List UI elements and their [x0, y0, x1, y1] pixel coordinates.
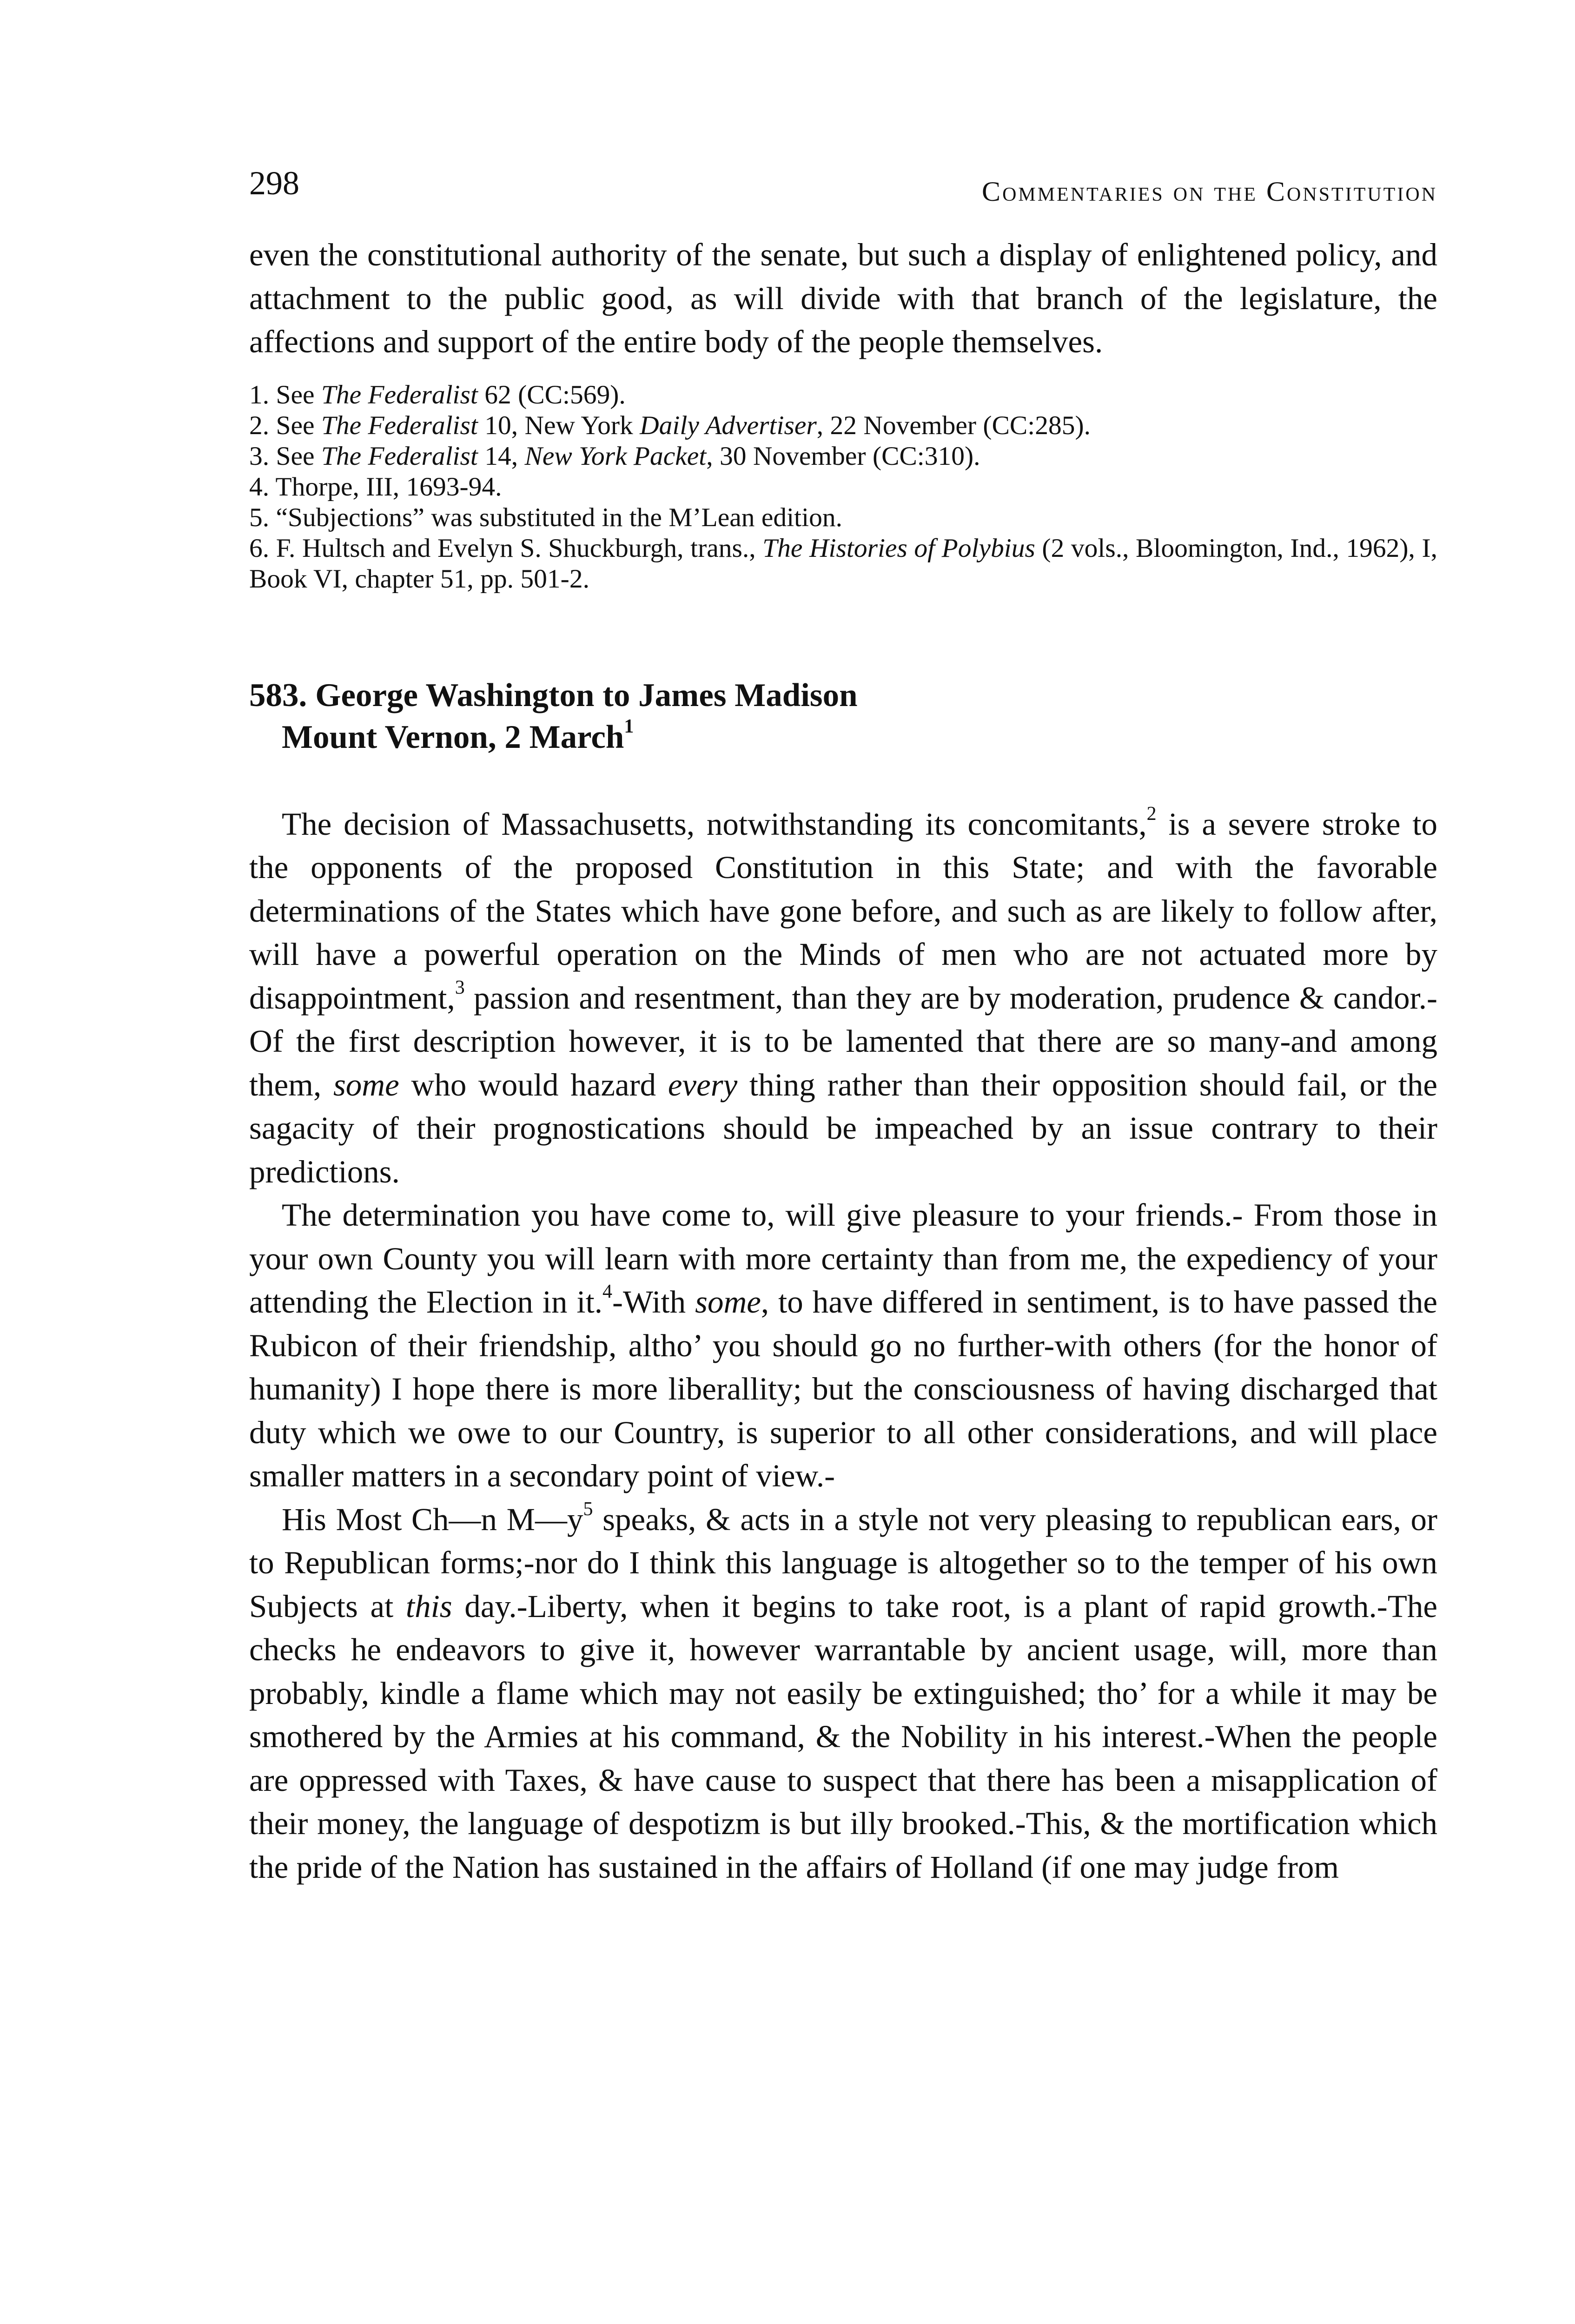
work-title: The Histories of Polybius: [762, 533, 1035, 563]
work-title: The Federalist: [321, 441, 478, 471]
running-head: [249, 153, 1437, 209]
letter-body: [249, 803, 1437, 1889]
document-title: George Washington to James Madison: [315, 677, 858, 713]
note-number: 3.: [249, 441, 270, 471]
note-2: 2. See The Federalist 10, New York Daily Advertiser, 22 November (CC:285).: [249, 410, 1091, 440]
note-3: 3. See The Federalist 14, New York Packet, 30 November (CC:310).: [249, 441, 980, 471]
letter-paragraph-2: The determination you have come to, will give pleasure to your friends.- From those in your own County you will learn with more certainty than from me, the expediency of your attending the Election in it.$^4$-With some, to have differed in sentiment, is to have passed the Rubicon of their friendship, altho’ you should go no further-with others (for the honor of humanity) I hope there is more liberallity; but the consciousness of having discharged that duty which we owe to our Country, is superior to all other considerations, and will place smaller matters in a secondary point of view.-: [249, 1197, 1437, 1493]
emphasis: every: [668, 1067, 738, 1103]
newspaper-title: New York Packet: [524, 441, 707, 471]
note-number: 6.: [249, 533, 270, 563]
note-1: 1. See The Federalist 62 (CC:569).: [249, 380, 626, 409]
document-place-date: Mount Vernon, 2 March$^1$: [282, 715, 634, 755]
work-title: The Federalist: [321, 380, 478, 409]
continuation-paragraph: even the constitutional authority of the senate, but such a display of enlightened policy, and attachment to the public good, as will divide with that branch of the legislature, the affections and support of the entire body of the people themselves.: [249, 237, 1437, 359]
document-heading: [249, 674, 1437, 758]
note-ref: 1: [624, 715, 634, 737]
document-number: 583.: [249, 677, 307, 713]
note-number: 5.: [249, 502, 270, 532]
newspaper-title: Daily Advertiser: [640, 410, 817, 440]
emphasis: some: [333, 1067, 399, 1103]
note-number: 1.: [249, 380, 270, 409]
footnotes: [249, 380, 1437, 594]
note-6: 6. F. Hultsch and Evelyn S. Shuckburgh, trans., The Histories of Polybius (2 vols., Bloomington, Ind., 1962), I, Book VI, chapter 51, pp. 501-2.: [249, 533, 1438, 594]
page-number: 298: [249, 165, 299, 202]
emphasis: this: [405, 1588, 452, 1624]
emphasis: some: [695, 1284, 761, 1320]
letter-paragraph-3: His Most Ch—n $M—y^5$ speaks, & acts in a style not very pleasing to republican ears, or to Republican forms;-nor do I think this language is altogether so to the temper of his own Subjects at this day.-Liberty, when it begins to take root, is a plant of rapid growth.-The checks he endeavors to give it, however warrantable by ancient usage, will, more than probably, kindle a flame which may not easily be extinguished; tho’ for a while it may be smothered by the Armies at his command, & the Nobility in his interest.-When the people are oppressed with Taxes, & have cause to suspect that there has been a misapplication of their money, the language of despotizm is but illy brooked.-This, & the mortification which the pride of the Nation has sustained in the affairs of Holland (if one may judge from: [249, 1498, 1438, 1885]
note-ref: 5: [583, 1498, 593, 1520]
note-number: 2.: [249, 410, 270, 440]
note-ref: 4: [602, 1281, 612, 1302]
running-title: Commentaries on the Constitution: [982, 176, 1437, 207]
note-5: 5. “Subjections” was substituted in the M’Lean edition.: [249, 502, 842, 532]
note-number: 4.: [249, 472, 270, 502]
note-ref: 2: [1146, 803, 1157, 825]
note-4: 4. Thorpe, III, 1693-94.: [249, 472, 502, 502]
note-ref: 3: [455, 977, 465, 998]
letter-paragraph-1: The decision of Massachusetts, notwithstanding its concomitants,$^2$ is a severe stroke to the opponents of the proposed Constitution in this State; and with the favorable determinations of the States which have gone before, and such as are likely to follow after, will have a powerful operation on the Minds of men who are not actuated more by disappointment,$^3$ passion and resentment, than they are by moderation, prudence & candor.-Of the first description however, it is to be lamented that there are so many-and among them, some who would hazard every thing rather than their opposition should fail, or the sagacity of their prognostications should be impeached by an issue contrary to their predictions.: [249, 803, 1438, 1189]
book-page: [249, 153, 1437, 1889]
work-title: The Federalist: [321, 410, 478, 440]
